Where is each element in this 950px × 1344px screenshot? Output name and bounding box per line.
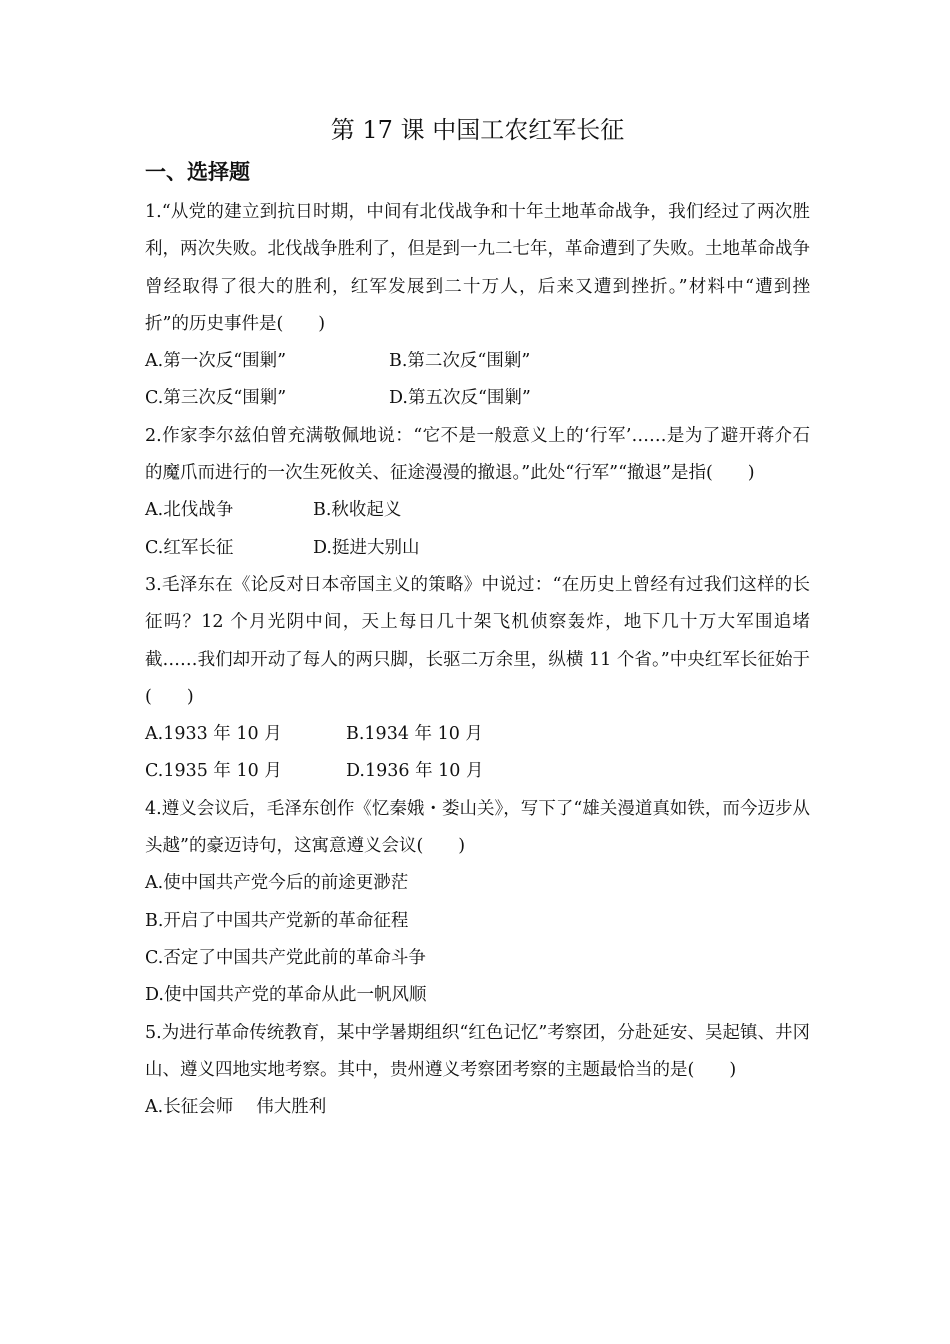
question-5-stem: 5.为进行革命传统教育，某中学暑期组织“红色记忆”考察团，分赴延安、吴起镇、井冈山、遵义四地实地考察。其中，贵州遵义考察团考察的主题最恰当的是( ) [145,1022,810,1080]
lesson-title: 第 17 课 中国工农红军长征 [330,116,625,144]
question-4-stem: 4.遵义会议后，毛泽东创作《忆秦娥・娄山关》，写下了“雄关漫道真如铁，而今迈步从头越”的豪迈诗句，这寓意遵义会议( ) [145,798,810,857]
question-5 [145,1015,810,1127]
question-4-option-b: B.开启了中国共产党新的革命征程 [145,910,409,931]
question-3-options-row-1 [145,716,810,753]
question-3-option-b: B.1934 年 10 月 [346,724,483,745]
question-2-options-row-2 [145,530,810,567]
question-2-options-row-1 [145,492,810,529]
question-1-option-d: D.第五次反“围剿” [389,388,531,409]
question-2 [145,418,810,567]
question-1-option-c: C.第三次反“围剿” [145,388,287,409]
question-1-option-b: B.第二次反“围剿” [389,351,531,372]
question-2-option-b: B.秋收起义 [313,500,402,521]
question-1-option-a: A.第一次反“围剿” [145,351,287,372]
question-1-stem: 1.“从党的建立到抗日时期，中间有北伐战争和十年土地革命战争，我们经过了两次胜利，两次失败。北伐战争胜利了，但是到一九二七年，革命遭到了失败。土地革命战争曾经取得了很大的胜利，红军发展到二十万人，后来又遭到挫折。”材料中“遭到挫折”的历史事件是( ) [145,202,810,334]
document-page [145,110,810,1126]
question-4-option-a: A.使中国共产党今后的前途更渺茫 [145,873,409,894]
question-3-option-a: A.1933 年 10 月 [145,724,282,745]
question-3-option-c: C.1935 年 10 月 [145,761,282,782]
question-4-option-c: C.否定了中国共产党此前的革命斗争 [145,947,426,968]
question-4-option-d: D.使中国共产党的革命从此一帆风顺 [145,985,427,1006]
question-1-options-row-1 [145,343,810,380]
question-1-options-row-2 [145,380,810,417]
question-2-option-c: C.红军长征 [145,537,234,558]
question-3 [145,567,810,791]
question-2-option-a: A.北伐战争 [145,500,234,521]
question-5-option-a: A.长征会师 伟大胜利 [145,1097,327,1118]
question-2-option-d: D.挺进大别山 [313,537,420,558]
question-3-options-row-2 [145,753,810,790]
question-4 [145,791,810,1015]
question-1 [145,194,810,418]
question-3-option-d: D.1936 年 10 月 [346,761,484,782]
question-2-stem: 2.作家李尔兹伯曾充满敬佩地说：“它不是一般意义上的‘行军’……是为了避开蒋介石的魔爪而进行的一次生死攸关、征途漫漫的撤退。”此处“行军”“撤退”是指( ) [145,425,810,484]
question-3-stem: 3.毛泽东在《论反对日本帝国主义的策略》中说过：“在历史上曾经有过我们这样的长征吗？12 个月光阴中间，天上每日几十架飞机侦察轰炸，地下几十万大军围追堵截……我们却开动了每人的两只脚，长驱二万余里，纵横 11 个省。”中央红军长征始于( ) [145,574,810,707]
section-heading: 一、选择题 [145,160,250,184]
